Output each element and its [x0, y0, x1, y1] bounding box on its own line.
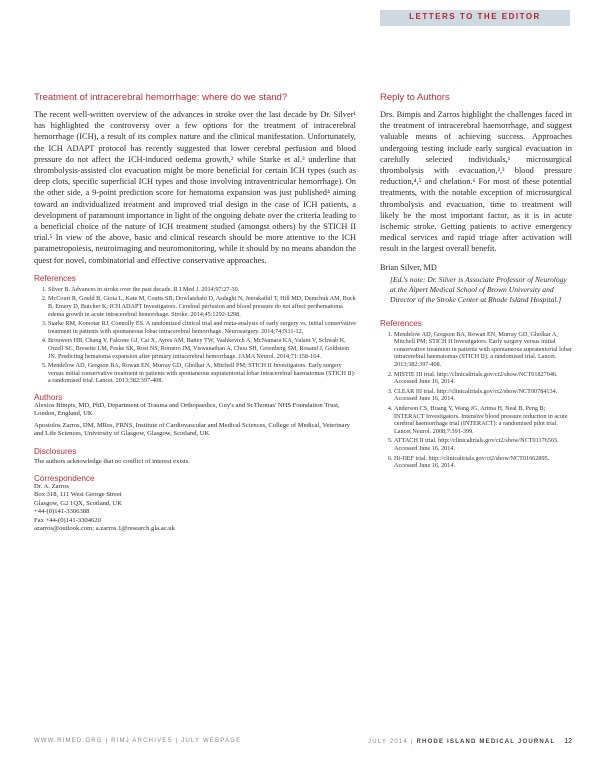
section-label: LETTERS TO THE EDITOR	[409, 12, 541, 21]
editor-note: [Ed.'s note: Dr. Silver is Associate Professor of Neurology at the Alpert Medical School of Brown University and Director of the Stroke Center at Rhode Island Hospital.]	[390, 274, 567, 304]
reply-column	[380, 92, 572, 472]
letter-column	[34, 92, 356, 533]
correspondence-line: Dr. A. Zarros	[34, 483, 69, 490]
footer-date: JULY 2014	[368, 739, 408, 745]
section-banner	[380, 10, 570, 26]
correspondence-line: Fax +44-(0)141-3304620	[34, 516, 101, 524]
footer-issue: JULY 2014 | RHODE ISLAND MEDICAL JOURNAL 12	[368, 738, 572, 745]
reference-item: 4. Brouwers HB, Chang Y, Falcone GJ, Cai X, Ayres AM, Battey TW, Vashkevich A, McNamara KA, Valant V, Schwab K, Orzell SC, Bresette LM, Feske SK, Rost NS, Romero JM, Viswanathan A, Chou SH, Greenberg SM, Rosand J, Goldstein JN. Predicting hematoma expansion after primary intracerebral hemorrhage. JAMA Neurol. 2014;71:158-164.	[48, 337, 356, 360]
references-section	[34, 274, 356, 385]
disclosures-text: The authors acknowledge that no conflict of interest exists.	[34, 457, 190, 465]
reference-item[interactable]: 2. MISTIE III trial. http://clinicaltrials.gov/ct2/show/NCT01827046. Accessed June 16, 2014.	[394, 371, 572, 386]
reference-item[interactable]: 3. CLEAR III trial. http://clinicaltrials.gov/ct2/show/NCT00784134. Accessed June 16, 2014.	[394, 388, 572, 403]
reference-item[interactable]: 6. Hi-DEF trial. http://clinicaltrials.gov/ct2/show/NCT01662895. Accessed June 16, 2014.	[394, 455, 572, 470]
page-footer	[34, 738, 572, 750]
reference-item: 1. Silver B. Advances in stroke over the past decade. R I Med J. 2014;97:27-30.	[48, 286, 356, 294]
disclosures-heading: Disclosures	[34, 446, 77, 456]
reply-references-list	[380, 331, 572, 470]
reference-item: 4. Anderson CS, Huang Y, Wang JG, Arima H, Neal B, Peng B; INTERACT Investigators. Intensive blood pressure reduction in acute cerebral haemorrhage trial (INTERACT): a randomised pilot trial. Lancet Neurol. 2008;7:391-399.	[394, 405, 572, 435]
reference-item[interactable]: 5. ATTACH II trial. http://clinicaltrials.gov/ct2/show/NCT01176565. Accessed June 16, 2014.	[394, 437, 572, 452]
letter-title: Treatment of intracerebral hemorrhage: where do we stand?	[34, 92, 288, 103]
authors-heading: Authors	[34, 392, 63, 402]
author-entry: Alexios Bimpis, MD, PhD, Department of Trauma and Orthopaedics, Guy's and St Thomas' NHS Foundation Trust, London, England, UK	[34, 401, 340, 418]
reply-references-section	[380, 319, 572, 470]
author-entry: Apostolos Zarros, DM, MRes, FRNS, Institute of Cardiovascular and Medical Sciences, College of Medical, Veterinary and Life Sciences, University of Glasgow, Glasgow, Scotland, UK	[34, 421, 350, 438]
reply-signature: Brian Silver, MD	[380, 262, 437, 272]
reply-body: Drs. Bimpis and Zarros highlight the challenges faced in the treatment of intracerebral haemorrhage, and suggest valuable means of achieving success. Approaches undergoing testing include early surgical evacuation in carefully selected individuals,¹ microsurgical thrombolysis with evacuation,²,³ blood pressure reduction,⁴,⁵ and chelation.⁶ For most of these potential treatments, with the notable exception of microsurgical thrombolysis and evacuation, time to treatment will likely be the most important factor, as it is in acute ischemic stroke. Getting patients to active emergency medical services and rapid triage after activation will result in the largest overall benefit.	[380, 110, 572, 254]
reply-title: Reply to Authors	[380, 92, 450, 103]
reference-item: 2. McCourt R, Gould B, Gioia L, Kate M, Coutts SB, Dowlatshahi D, Asdaghi N, Jeerakathil T, Hill MD, Demchuk AM, Buck B, Emery D, Butcher K; ICH ADAPT Investigators. Cerebral perfusion and blood pressure do not affect perihematoma edema growth in acute intracerebral hemorrhage. Stroke. 2014;45:1292-1298.	[48, 295, 356, 318]
correspondence-line: Box 318, 111 West George Street	[34, 491, 122, 499]
footer-links[interactable]: WWW.RIMED.ORG | RIMJ ARCHIVES | JULY WEBPAGE	[34, 738, 242, 744]
reply-references-heading: References	[380, 318, 422, 328]
references-heading: References	[34, 273, 76, 283]
correspondence-line: +44-(0)141-3306388	[34, 508, 90, 516]
correspondence-line: Glasgow, G2 1QX, Scotland, UK	[34, 499, 123, 507]
reference-item: 1. Mendelow AD, Gregson BA, Rowan EN, Murray GD, Gholkar A, Mitchell PM; STICH II Investigators. Early surgery versus initial conservative treatment in patients with spontaneous supratentorial lobar intracerebral haematomas (STICH II): a randomised trial. Lancet. 2013;382:397-408.	[394, 331, 572, 369]
disclosures-section	[34, 447, 356, 466]
letter-body: The recent well-written overview of the advances in stroke over the last decade by Dr. Silver¹ has highlighted the controversy over a few options for the treatment of intracerebral hemorrhage (ICH), a result of its complex nature and the clinical manifestation. Unfortunately, the ICH ADAPT protocol has recently suggested that lower cerebral perfusion and blood pressure do not affect the ICH-induced oedema growth,² while Starke et al.³ underline that thrombolysis-assisted clot evacuation might be more beneficial for certain ICH types (such as deep clots, specific superficial ICH types and those involving intraventricular hemorrhage). On the other side, a 9-point prediction score for hematoma expansion was just published⁴ aiming toward an individualized treatment and improved trial design in the case of ICH patients, a development of paramount importance in light of the ongoing debate over the criteria leading to a beneficial choice of the nature of ICH treatment studied (amongst others) by the STICH II trial.⁵ In view of the above, basic and clinical research should be more attentive to the ICH parametropoiesis, neuroimaging and neuromonitoring, while it should by no means abandon the quest for novel, combinatorial and effective conservative approaches.	[34, 110, 356, 265]
reference-item: 3. Starke RM, Komotar RJ, Connolly ES. A randomized clinical trial and meta-analysis of early surgery vs. initial conservative treatment in patients with spontaneous lobar intracerebral hemorrhage. Neurosurgery. 2014;74:N11-12.	[48, 320, 356, 335]
reference-item: 5. Mendelow AD, Gregson BA, Rowan EN, Murray GD, Gholkar A, Mitchell PM; STICH II Investigators. Early surgery versus initial conservative treatment in patients with spontaneous supratentorial lobar intracerebral haematomas (STICH II): a randomised trial. Lancet. 2013;382:397-408.	[48, 362, 356, 385]
correspondence-heading: Correspondence	[34, 474, 95, 483]
footer-journal: RHODE ISLAND MEDICAL JOURNAL	[416, 739, 556, 745]
correspondence-email[interactable]: azarros@outlook.com; a.zarros.1@research.gla.ac.uk	[34, 525, 175, 533]
correspondence-section	[34, 474, 356, 533]
references-list	[34, 286, 356, 385]
page-number: 12	[564, 738, 572, 745]
authors-section	[34, 393, 356, 439]
